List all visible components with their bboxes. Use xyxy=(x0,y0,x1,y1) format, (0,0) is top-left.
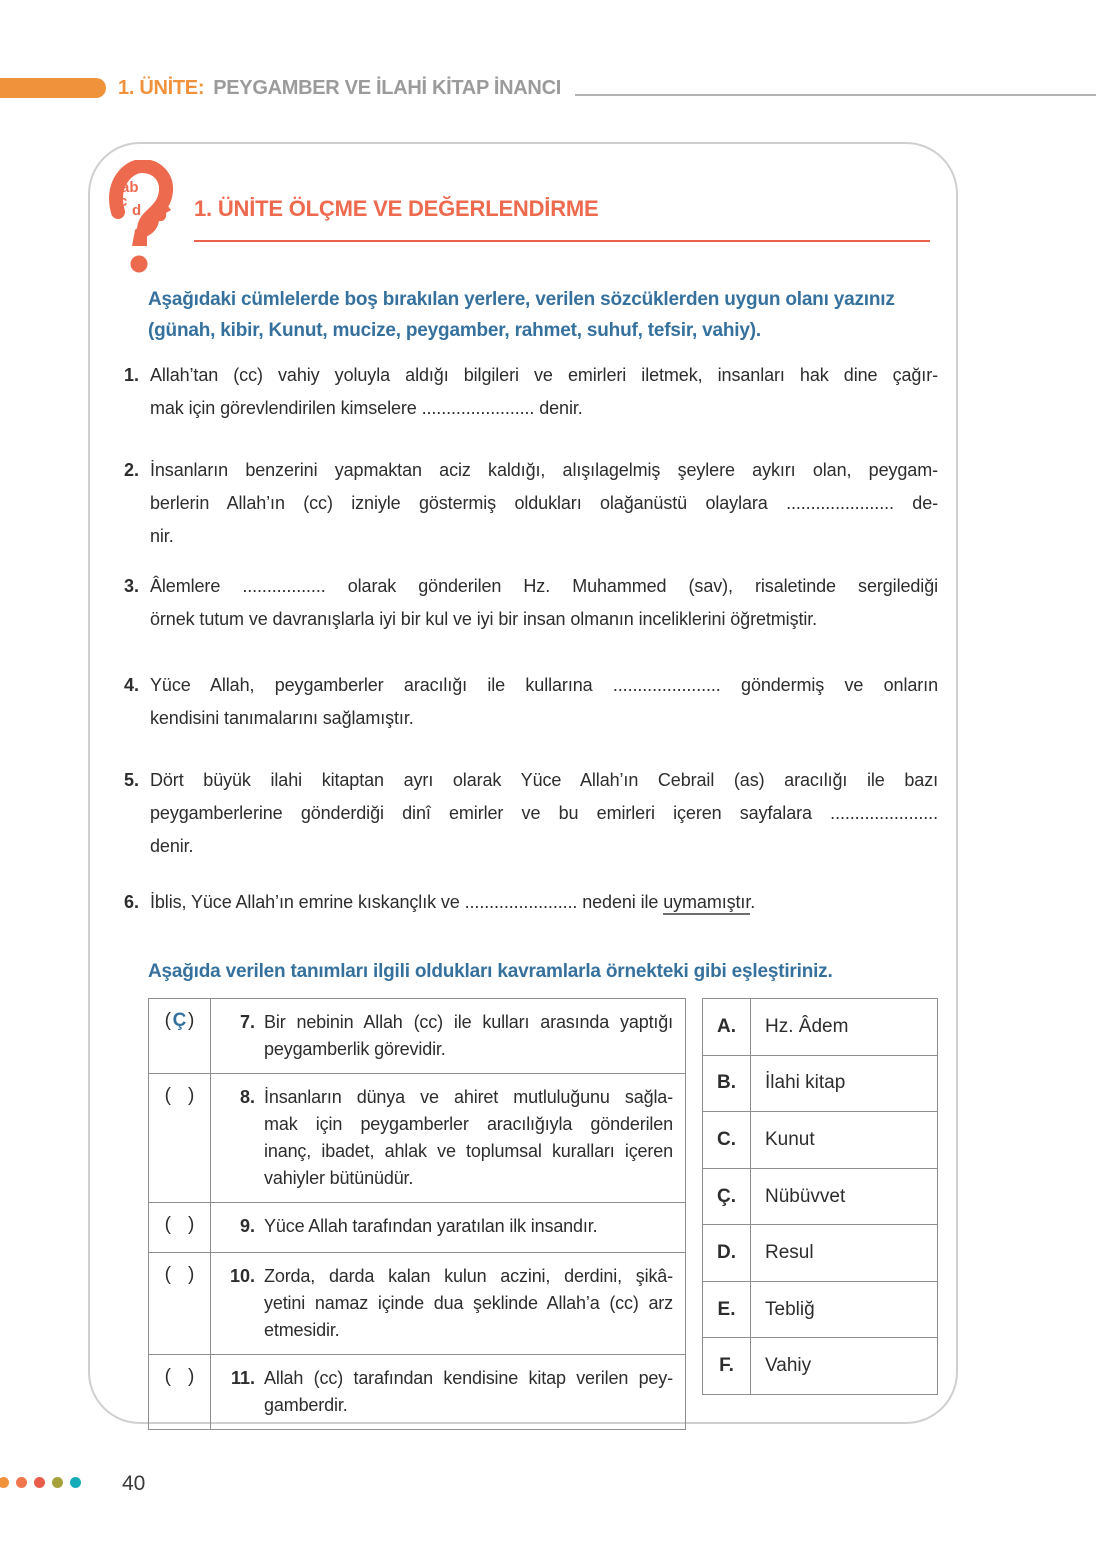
definition-line: etmesidir. xyxy=(264,1320,340,1340)
paren-close: ) xyxy=(188,1264,195,1285)
icon-letter-c: c xyxy=(119,193,128,210)
option-term: Vahiy xyxy=(765,1355,812,1377)
question-line: peygamberlerine gönderdiği dinî emirler ve bu emirleri içeren sayfalara ...................... xyxy=(150,803,938,823)
definition-line: mak için peygamberler aracılığıyla gönderilen xyxy=(264,1114,673,1134)
unit-title: PEYGAMBER VE İLAHİ KİTAP İNANCI xyxy=(213,76,561,99)
option-term: Tebliğ xyxy=(765,1298,815,1320)
unit-accent-bar xyxy=(0,78,106,98)
header-rule xyxy=(575,94,1096,96)
definition-line: Yüce Allah tarafından yaratılan ilk insandır. xyxy=(264,1216,598,1236)
definition-cell xyxy=(211,999,685,1073)
fill-in-instruction xyxy=(148,284,942,346)
footer-dots xyxy=(0,1477,81,1488)
instruction-line: (günah, kibir, Kunut, mucize, peygamber, rahmet, suhuf, tefsir, vahiy). xyxy=(148,320,761,341)
definition-cell xyxy=(211,1253,685,1354)
definition-cell xyxy=(211,1074,685,1202)
option-letter: D. xyxy=(703,1225,751,1281)
question-line: Dört büyük ilahi kitaptan ayrı olarak Yüce Allah’ın Cebrail (as) aracılığı ile bazı xyxy=(150,770,938,790)
footer-dot-orange xyxy=(0,1477,9,1488)
definition-line: inanç, ibadet, ahlak ve toplumsal kuralları içeren xyxy=(264,1141,673,1161)
running-header xyxy=(0,76,1106,100)
option-letter: A. xyxy=(703,999,751,1055)
paren-close: ) xyxy=(188,1366,195,1387)
definition-row-7 xyxy=(149,999,685,1073)
question-text: . xyxy=(750,892,756,912)
option-term: Nübüvvet xyxy=(765,1185,846,1207)
definitions-table xyxy=(148,998,686,1430)
definition-number: 11. xyxy=(230,1368,255,1388)
option-row-c xyxy=(703,1111,937,1168)
option-letter: C. xyxy=(703,1112,751,1168)
icon-letter-d: d xyxy=(132,202,142,219)
underlined-word: uymamıştır xyxy=(663,892,750,915)
question-number: 5. xyxy=(124,770,140,790)
definition-line: gamberdir. xyxy=(264,1395,348,1415)
question-5 xyxy=(124,764,938,863)
definition-line: yetini namaz içinde dua şeklinde Allah’a (cc) arz xyxy=(264,1293,673,1313)
question-number: 6. xyxy=(124,892,140,912)
matching-instruction: Aşağıda verilen tanımları ilgili oldukları kavramlarla örnekteki gibi eşleştiriniz. xyxy=(148,961,833,982)
question-3 xyxy=(124,570,938,636)
option-term: Kunut xyxy=(765,1128,815,1150)
question-line: mak için görevlendirilen kimselere ....................... denir. xyxy=(150,398,583,418)
option-row-f xyxy=(703,1337,937,1394)
definition-cell xyxy=(211,1203,685,1252)
option-term: Resul xyxy=(765,1242,814,1264)
paren-close: ) xyxy=(188,1214,195,1235)
options-table xyxy=(702,998,938,1395)
option-term: Hz. Âdem xyxy=(765,1015,849,1037)
question-number: 1. xyxy=(124,365,140,385)
question-line: kendisini tanımalarını sağlamıştır. xyxy=(150,708,414,728)
question-number: 4. xyxy=(124,675,140,695)
definition-line: vahiyler bütünüdür. xyxy=(264,1168,414,1188)
option-letter: F. xyxy=(703,1338,751,1394)
footer-dot-teal xyxy=(70,1477,81,1488)
question-head-icon xyxy=(104,160,174,282)
definition-line: peygamberlik görevidir. xyxy=(264,1039,446,1059)
question-line: İnsanların benzerini yapmaktan aciz kaldığı, alışılagelmiş şeylere aykırı olan, peygam- xyxy=(150,460,938,480)
answer-cell xyxy=(149,1253,211,1354)
definition-row-11 xyxy=(149,1354,685,1429)
paren-close: ) xyxy=(188,1010,195,1031)
answer-cell xyxy=(149,999,211,1073)
definition-number: 9. xyxy=(239,1216,255,1236)
definition-number: 8. xyxy=(239,1087,255,1107)
question-line: Allah’tan (cc) vahiy yoluyla aldığı bilgileri ve emirleri iletmek, insanları hak dine çağır- xyxy=(150,365,938,385)
footer-dot-olive xyxy=(52,1477,63,1488)
definition-line: Bir nebinin Allah (cc) ile kulları arasında yaptığı xyxy=(264,1012,673,1032)
paren-open: ( xyxy=(164,1214,171,1235)
answer-cell xyxy=(149,1203,211,1252)
footer-dot-red xyxy=(34,1477,45,1488)
question-line: berlerin Allah’ın (cc) izniyle göstermiş oldukları olağanüstü olaylara ...................... de- xyxy=(150,493,938,513)
question-4 xyxy=(124,669,938,735)
question-line: Yüce Allah, peygamberler aracılığı ile kullarına ...................... göndermiş ve onların xyxy=(150,675,938,695)
section-title: 1. ÜNİTE ÖLÇME VE DEĞERLENDİRME xyxy=(194,196,599,221)
definition-row-10 xyxy=(149,1252,685,1354)
definition-line: Zorda, darda kalan kulun aczini, derdini, şikâ- xyxy=(264,1266,673,1286)
assessment-card xyxy=(88,142,958,1424)
paren-close: ) xyxy=(188,1085,195,1106)
option-row-a xyxy=(703,999,937,1055)
question-1 xyxy=(124,359,938,425)
page-number: 40 xyxy=(122,1472,146,1495)
option-row-c-cedilla xyxy=(703,1168,937,1225)
definition-cell xyxy=(211,1355,685,1429)
paren-open: ( xyxy=(164,1085,171,1106)
answer-cell xyxy=(149,1355,211,1429)
paren-open: ( xyxy=(164,1010,171,1031)
option-letter: E. xyxy=(703,1282,751,1338)
question-number: 3. xyxy=(124,576,140,596)
question-6 xyxy=(124,886,938,919)
option-row-b xyxy=(703,1055,937,1112)
paren-open: ( xyxy=(164,1264,171,1285)
definition-number: 7. xyxy=(239,1012,255,1032)
definition-line: İnsanların dünya ve ahiret mutluluğunu sağla- xyxy=(264,1087,673,1107)
definition-row-8 xyxy=(149,1073,685,1202)
question-line: örnek tutum ve davranışlarla iyi bir kul ve iyi bir insan olmanın inceliklerini öğretmiştir. xyxy=(150,609,818,629)
question-number: 2. xyxy=(124,460,140,480)
question-dot xyxy=(131,256,148,273)
icon-letter-ab: ab xyxy=(121,179,139,196)
instruction-line: Aşağıdaki cümlelerde boş bırakılan yerlere, verilen sözcüklerden uygun olanı yazınız xyxy=(148,289,895,310)
question-line: nir. xyxy=(150,526,174,546)
question-line: Âlemlere ................. olarak gönderilen Hz. Muhammed (sav), risaletinde sergilediği xyxy=(150,576,938,596)
definition-line: Allah (cc) tarafından kendisine kitap verilen pey- xyxy=(264,1368,673,1388)
question-2 xyxy=(124,454,938,553)
question-text: İblis, Yüce Allah’ın emrine kıskançlık ve ....................... nedeni ile xyxy=(150,892,664,912)
footer-dot-coral xyxy=(16,1477,27,1488)
definition-number: 10. xyxy=(229,1266,255,1286)
answer-value: Ç xyxy=(172,1010,187,1031)
option-letter: B. xyxy=(703,1056,751,1112)
option-row-d xyxy=(703,1224,937,1281)
definition-row-9 xyxy=(149,1202,685,1252)
answer-cell xyxy=(149,1074,211,1202)
question-line: denir. xyxy=(150,836,194,856)
paren-open: ( xyxy=(164,1366,171,1387)
question-line xyxy=(150,886,938,919)
unit-label: 1. ÜNİTE: xyxy=(118,76,205,99)
option-letter: Ç. xyxy=(703,1169,751,1225)
option-term: İlahi kitap xyxy=(765,1072,846,1094)
option-row-e xyxy=(703,1281,937,1338)
title-rule xyxy=(194,240,930,242)
